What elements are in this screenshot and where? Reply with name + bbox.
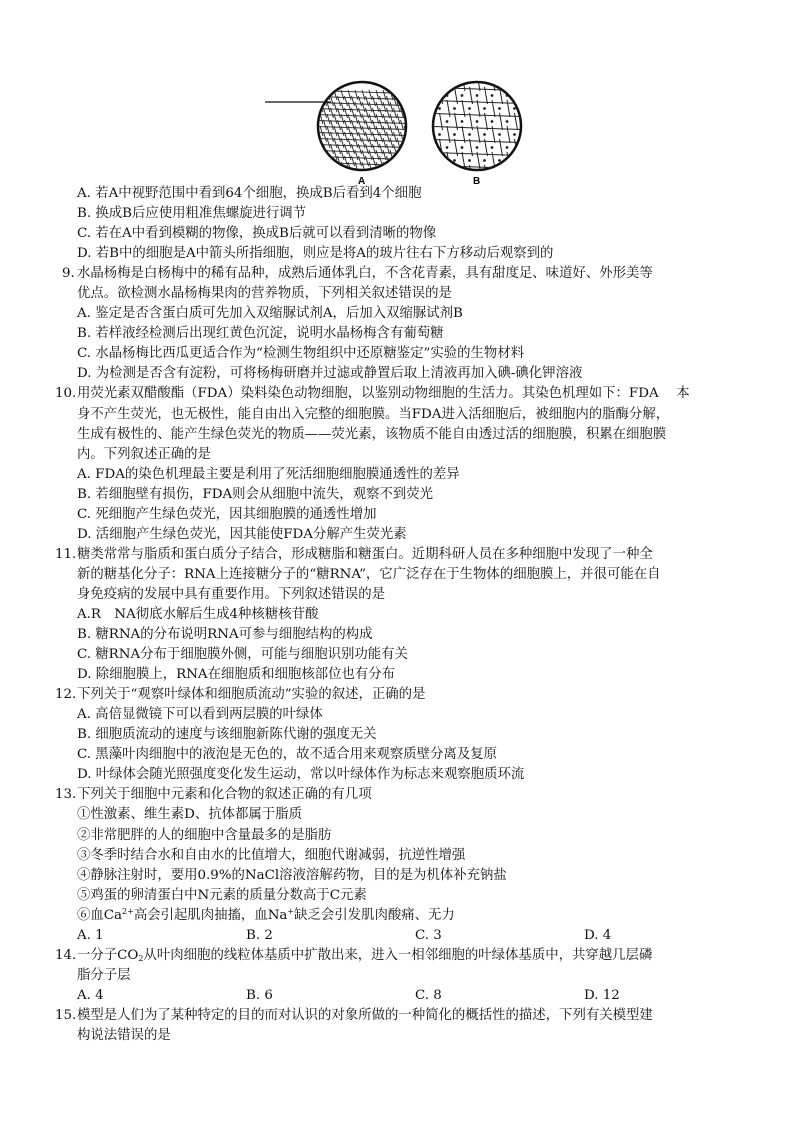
cell-nucleus bbox=[514, 160, 516, 162]
q10-option-b: B. 若细胞壁有损伤，FDA则会从细胞中流失，观察不到荧光 bbox=[77, 486, 434, 502]
cell-nucleus bbox=[499, 108, 501, 110]
q12-option-b: B. 细胞质流动的速度与该细胞新陈代谢的强度无关 bbox=[77, 727, 377, 743]
q11-number: 11. bbox=[55, 546, 77, 562]
cell-nucleus bbox=[439, 82, 441, 84]
cell-nucleus bbox=[499, 134, 501, 136]
cell-wall-line bbox=[410, 139, 413, 156]
cell-wall-line bbox=[327, 162, 330, 172]
cell-nucleus bbox=[476, 147, 478, 149]
q13-choice-d: D. 4 bbox=[584, 927, 612, 943]
cell-nucleus bbox=[514, 108, 516, 110]
q14-choice-a: A. 4 bbox=[77, 987, 104, 1003]
cell-nucleus bbox=[394, 160, 396, 162]
cell-nucleus bbox=[476, 173, 478, 175]
microscope-figure bbox=[265, 76, 525, 188]
cell-nucleus bbox=[484, 108, 486, 110]
cell-wall-line bbox=[410, 87, 413, 104]
cell-wall-line bbox=[500, 76, 503, 78]
cell-nucleus bbox=[409, 82, 411, 84]
q9-stem-line-2: 优点。欲检测水晶杨梅果肉的营养物质，下列相关叙述错误的是 bbox=[77, 286, 452, 302]
q10-stem-line-3: 生成有极性的、能产生绿色荧光的物质——荧光素，该物质不能自由透过活的细胞膜，积累在细胞膜 bbox=[77, 426, 667, 442]
q13-choices bbox=[62, 926, 762, 946]
cell-wall-line bbox=[404, 162, 407, 172]
cell-wall-line bbox=[522, 100, 525, 117]
cell-nucleus bbox=[446, 121, 448, 123]
q15-stem-line-1: 15.模型是人们为了某种特定的目的而对认识的对象所做的一种简化的概括性的描述，下列有关模型建 bbox=[62, 1006, 762, 1026]
cell-nucleus bbox=[439, 134, 441, 136]
cell-wall-line bbox=[455, 76, 458, 78]
cell-nucleus bbox=[476, 121, 478, 123]
q13-item-5: ⑤鸡蛋的卵清蛋白中N元素的质量分数高于C元素 bbox=[77, 887, 367, 903]
cell-nucleus bbox=[499, 160, 501, 162]
cell-nucleus bbox=[491, 147, 493, 149]
q14-stem-line-2: 脂分子层 bbox=[77, 967, 131, 983]
cell-nucleus bbox=[401, 95, 403, 97]
q10-stem-line-2: 身不产生荧光，也无极性，能自由出入完整的细胞膜。当FDA进入活细胞后，被细胞内的脂酶分解， bbox=[77, 406, 670, 422]
q9-option-a: A. 鉴定是否含蛋白质可先加入双缩脲试剂A，后加入双缩脲试剂B bbox=[77, 306, 463, 322]
cell-wall-line bbox=[408, 132, 411, 142]
q10-option-a: A. FDA的染色机理最主要是利用了死活细胞细胞膜通透性的差异 bbox=[77, 466, 460, 482]
cell-nucleus bbox=[461, 121, 463, 123]
cell-wall-line bbox=[410, 76, 413, 78]
cell-wall-line bbox=[440, 165, 443, 182]
cell-nucleus bbox=[424, 108, 426, 110]
q13-choice-a: A. 1 bbox=[77, 927, 104, 943]
cell-wall-line bbox=[500, 165, 503, 182]
cell-nucleus bbox=[491, 95, 493, 97]
cell-wall-line bbox=[522, 126, 525, 143]
cell-wall-line bbox=[425, 165, 428, 182]
cell-wall-line bbox=[417, 126, 420, 143]
cell-nucleus bbox=[416, 173, 418, 175]
cell-nucleus bbox=[416, 95, 418, 97]
cell-wall-line bbox=[408, 96, 411, 106]
cell-nucleus bbox=[469, 160, 471, 162]
cell-nucleus bbox=[446, 95, 448, 97]
q14-choice-c: C. 8 bbox=[415, 987, 442, 1003]
cell-nucleus bbox=[424, 82, 426, 84]
q15-number: 15. bbox=[55, 1007, 77, 1023]
q13-stem-line-1: 13.下列关于细胞中元素和化合物的叙述正确的有几项 bbox=[62, 785, 762, 805]
cell-wall-line bbox=[440, 76, 443, 78]
cell-wall-line bbox=[408, 144, 411, 154]
cell-wall-line bbox=[485, 76, 488, 78]
cell-nucleus bbox=[469, 134, 471, 136]
q11-option-d: D. 除细胞膜上，RNA在细胞质和细胞核部位也有分布 bbox=[77, 667, 396, 683]
cell-wall-line bbox=[324, 156, 327, 166]
cell-nucleus bbox=[394, 82, 396, 84]
cell-wall-line bbox=[410, 165, 413, 182]
cell-nucleus bbox=[514, 82, 516, 84]
cell-nucleus bbox=[416, 147, 418, 149]
cell-nucleus bbox=[484, 160, 486, 162]
q13-item-2: ②非常肥胖的人的细胞中含量最多的是脂肪 bbox=[77, 827, 332, 843]
cell-wall-line bbox=[390, 162, 393, 172]
cell-nucleus bbox=[431, 95, 433, 97]
cell-nucleus bbox=[461, 147, 463, 149]
q10-stem-line-1: 10.用荧光素双醋酸酯（FDA）染料染色动物细胞，以鉴别动物细胞的生活力。其染色机理如下：FDA 本 bbox=[62, 384, 762, 404]
cell-nucleus bbox=[454, 82, 456, 84]
cell-wall-line bbox=[395, 165, 398, 182]
q9-option-d: D. 为检测是否含有淀粉，可将杨梅研磨并过滤或静置后取上清液再加入碘-碘化钾溶液 bbox=[77, 366, 583, 382]
q10-number: 10. bbox=[55, 386, 77, 402]
cell-wall-line bbox=[404, 150, 407, 160]
cell-nucleus bbox=[461, 173, 463, 175]
cell-nucleus bbox=[446, 147, 448, 149]
q11-stem-line-3: 身免疫病的发展中具有重要作用。下列叙述错误的是 bbox=[77, 586, 385, 602]
cell-nucleus bbox=[476, 95, 478, 97]
cell-nucleus bbox=[454, 108, 456, 110]
q13-item-6: ⑥血$Ca^{2+}$高会引起肌肉抽搐，血Na+缺乏会引发肌肉酸痛、无力 bbox=[77, 906, 455, 923]
q10-stem-line-4: 内。下列叙述正确的是 bbox=[77, 446, 211, 462]
label-b: B bbox=[473, 176, 481, 187]
cell-nucleus bbox=[506, 121, 508, 123]
q14-stem-line-1: 14.一分子$CO_2$从叶肉细胞的线粒体基质中扩散出来，进入一相邻细胞的叶绿体基质中，共穿越几层磷 bbox=[62, 946, 762, 966]
cell-wall-line bbox=[455, 165, 458, 182]
cell-wall-line bbox=[408, 120, 411, 130]
cell-nucleus bbox=[401, 173, 403, 175]
question-content bbox=[55, 184, 762, 1046]
cell-nucleus bbox=[484, 134, 486, 136]
label-a: A bbox=[358, 176, 366, 187]
cell-wall-line bbox=[432, 152, 435, 169]
cell-wall-line bbox=[401, 156, 404, 166]
q12-option-a: A. 高倍显微镜下可以看到两层膜的叶绿体 bbox=[77, 707, 323, 723]
q15-stem-line-2: 构说法错误的是 bbox=[77, 1027, 171, 1043]
q13-choice-c: C. 3 bbox=[415, 927, 442, 943]
q13-number: 13. bbox=[55, 787, 77, 803]
q13-choice-b: B. 2 bbox=[246, 927, 273, 943]
cell-wall-line bbox=[402, 76, 405, 91]
q11-option-a: A.R NA彻底水解后生成4种核糖核苷酸 bbox=[77, 606, 319, 622]
cell-wall-line bbox=[417, 100, 420, 117]
cell-wall-line bbox=[425, 87, 428, 104]
cell-nucleus bbox=[506, 147, 508, 149]
q11-stem-line-2: 新的糖基化分子：RNA上连接糖分子的“糖RNA”，它广泛存在于生物体的细胞膜上，并很可能在自 bbox=[77, 566, 661, 582]
q12-option-c: C. 黑藻叶肉细胞中的液泡是无色的，故不适合用来观察质壁分离及复原 bbox=[77, 747, 497, 763]
cell-wall-line bbox=[425, 113, 428, 130]
cell-nucleus bbox=[431, 147, 433, 149]
cell-wall-line bbox=[320, 90, 323, 100]
q14-number: 14. bbox=[55, 947, 77, 963]
q12-number: 12. bbox=[55, 687, 77, 703]
cell-nucleus bbox=[506, 173, 508, 175]
cell-wall-line bbox=[395, 76, 398, 78]
q10-option-d: D. 活细胞产生绿色荧光，因其能使FDA分解产生荧光素 bbox=[77, 526, 407, 542]
view-a-circle bbox=[265, 82, 422, 172]
cell-wall-line bbox=[515, 165, 518, 182]
cell-nucleus bbox=[461, 95, 463, 97]
cell-nucleus bbox=[416, 121, 418, 123]
cell-wall-line bbox=[470, 76, 473, 78]
cell-wall-line bbox=[507, 76, 510, 91]
q12-option-d: D. 叶绿体会随光照强度变化发生运动，常以叶绿体作为标志来观察胞质环流 bbox=[77, 767, 525, 783]
q8-option-a: A. 若A中视野范围中看到64个细胞，换成B后看到4个细胞 bbox=[77, 186, 422, 201]
cell-wall-line bbox=[320, 150, 323, 160]
cell-nucleus bbox=[521, 173, 523, 175]
q13-item-4: ④静脉注射时，要用0.9%的NaCl溶液溶解药物，目的是为机体补充钠盐 bbox=[77, 867, 507, 883]
q9-option-c: C. 水晶杨梅比西瓜更适合作为“检测生物组织中还原糖鉴定”实验的生物材料 bbox=[77, 346, 525, 362]
cell-wall-line bbox=[402, 152, 405, 169]
cell-wall-line bbox=[425, 139, 428, 156]
cell-wall-line bbox=[417, 76, 420, 91]
cell-nucleus bbox=[409, 160, 411, 162]
q14-choice-b: B. 6 bbox=[246, 987, 273, 1003]
q8-option-d: D. 若B中的细胞是A中箭头所指细胞，则应是将A的玻片往右下方移动后观察到的 bbox=[77, 246, 554, 262]
cell-wall-line bbox=[417, 76, 525, 78]
cell-nucleus bbox=[491, 173, 493, 175]
cell-nucleus bbox=[499, 82, 501, 84]
cell-nucleus bbox=[424, 134, 426, 136]
q11-option-c: C. 糖RNA分布于细胞膜外侧，可能与细胞识别功能有关 bbox=[77, 647, 408, 663]
cell-wall-line bbox=[522, 76, 525, 91]
view-b-circle bbox=[387, 76, 525, 188]
cell-wall-line bbox=[404, 90, 407, 100]
q14-choices bbox=[62, 986, 762, 1006]
cell-nucleus bbox=[409, 134, 411, 136]
cell-nucleus bbox=[521, 95, 523, 97]
cell-nucleus bbox=[431, 173, 433, 175]
cell-nucleus bbox=[454, 134, 456, 136]
q13-item-1: ①性激素、维生素D、抗体都属于脂质 bbox=[77, 807, 302, 823]
microscope-views-diagram bbox=[265, 76, 525, 188]
cell-nucleus bbox=[521, 147, 523, 149]
cell-nucleus bbox=[446, 173, 448, 175]
cell-wall-line bbox=[432, 76, 435, 91]
cell-nucleus bbox=[409, 108, 411, 110]
cell-wall-line bbox=[320, 162, 323, 172]
cell-wall-line bbox=[417, 178, 525, 182]
cell-nucleus bbox=[491, 121, 493, 123]
cell-wall-line bbox=[334, 162, 337, 172]
cell-nucleus bbox=[424, 160, 426, 162]
q9-stem-line-1: 9. 水晶杨梅是白杨梅中的稀有品种，成熟后通体乳白，不含花青素，具有甜度足、味道好、外形美等 bbox=[62, 264, 762, 284]
cell-wall-line bbox=[522, 152, 525, 169]
q10-option-c: C. 死细胞产生绿色荧光，因其细胞膜的通透性增加 bbox=[77, 506, 377, 522]
cell-wall-line bbox=[417, 152, 420, 169]
cell-wall-line bbox=[408, 156, 411, 166]
cell-nucleus bbox=[454, 160, 456, 162]
cell-wall-line bbox=[397, 162, 400, 172]
cell-nucleus bbox=[469, 108, 471, 110]
q13-item-3: ③冬季时结合水和自由水的比值增大，细胞代谢减弱，抗逆性增强 bbox=[77, 847, 466, 863]
cell-wall-line bbox=[515, 76, 518, 78]
cell-nucleus bbox=[439, 160, 441, 162]
cell-nucleus bbox=[514, 134, 516, 136]
q8-option-c: C. 若在A中看到模糊的物像，换成B后就可以看到清晰的物像 bbox=[77, 226, 437, 242]
q12-stem-line-1: 12.下列关于“观察叶绿体和细胞质流动”实验的叙述，正确的是 bbox=[62, 685, 762, 705]
q14-choice-d: D. 12 bbox=[584, 987, 620, 1003]
cell-wall-line bbox=[447, 76, 450, 91]
q9-option-b: B. 若样液经检测后出现红黄色沉淀，说明水晶杨梅含有葡萄糖 bbox=[77, 326, 444, 342]
cell-wall-line bbox=[408, 108, 411, 118]
q8-option-b: B. 换成B后应使用粗准焦螺旋进行调节 bbox=[77, 206, 307, 222]
q9-number: 9. bbox=[62, 266, 75, 282]
cell-wall-line bbox=[425, 76, 428, 78]
cell-nucleus bbox=[439, 108, 441, 110]
cell-wall-line bbox=[410, 113, 413, 130]
q11-stem-line-1: 11.糖类常常与脂质和蛋白质分子结合，形成糖脂和糖蛋白。近期科研人员在多种细胞中发现了一种全 bbox=[62, 545, 762, 565]
cell-nucleus bbox=[506, 95, 508, 97]
q11-option-b: B. 糖RNA的分布说明RNA可参与细胞结构的构成 bbox=[77, 627, 373, 643]
